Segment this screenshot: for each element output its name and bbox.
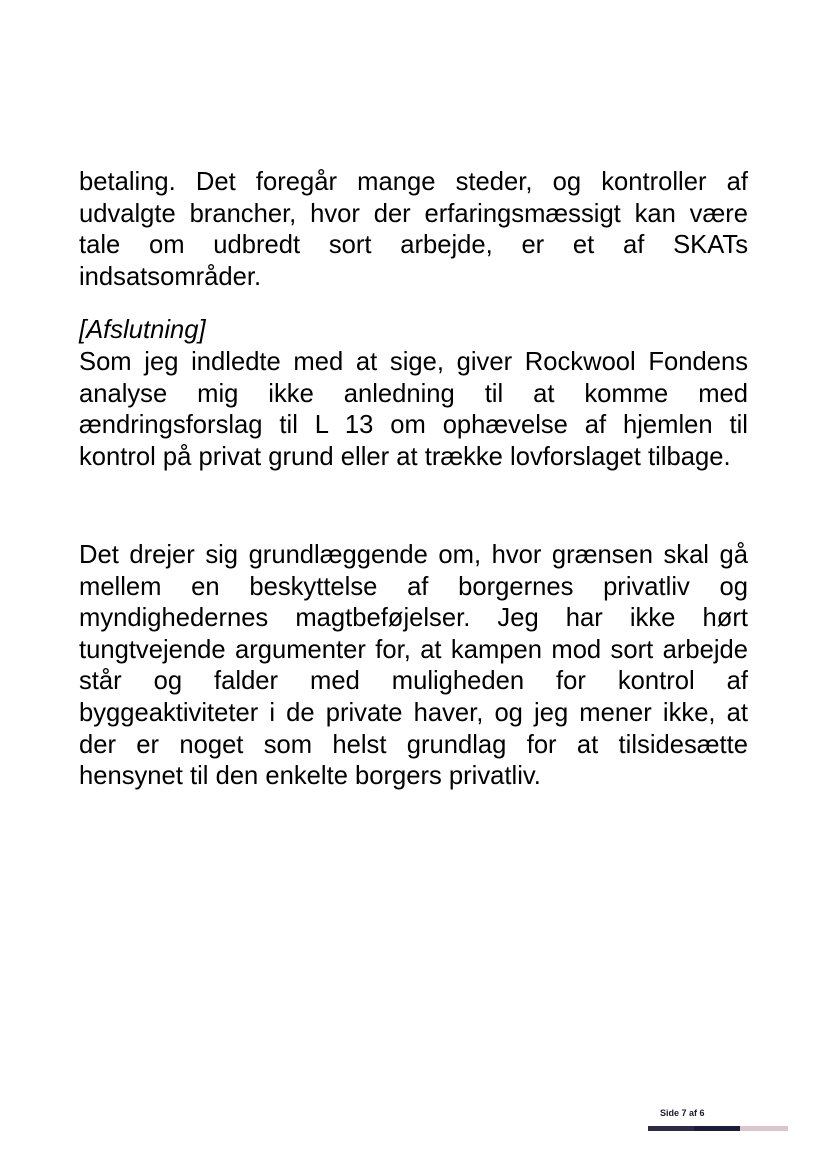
body-paragraph-2: Som jeg indledte med at sige, giver Rockwool Fondens analyse mig ikke anledning til at komme med ændringsforslag til L 13 om ophævelse af hjemlen til kontrol på privat grund eller at trække lovforslaget tilbage.	[79, 348, 748, 471]
footer-bar-segment-3	[740, 1126, 788, 1131]
footer-bar-segment-1	[648, 1126, 694, 1131]
footer-bar-segment-2	[694, 1126, 740, 1131]
page-number: Side 7 af 6	[660, 1108, 705, 1118]
body-paragraph-3: Det drejer sig grundlæggende om, hvor grænsen skal gå mellem en beskyttelse af borgernes privatliv og myndighedernes magtbeføjelser. Jeg har ikke hørt tungtvejende argumenter for, at kampen mod sort arbejde står og falder med muligheden for kontrol af byggeaktiviteter i de private haver, og jeg mener ikke, at der er noget som helst grundlag for at tilsidesætte hensynet til den enkelte borgers privatliv.	[79, 541, 748, 791]
body-paragraph-1: betaling. Det foregår mange steder, og kontroller af udvalgte brancher, hvor der erfaringsmæssigt kan være tale om udbredt sort arbejde, er et af SKATs indsatsområder.	[79, 168, 748, 291]
section-heading: [Afslutning]	[79, 316, 206, 344]
